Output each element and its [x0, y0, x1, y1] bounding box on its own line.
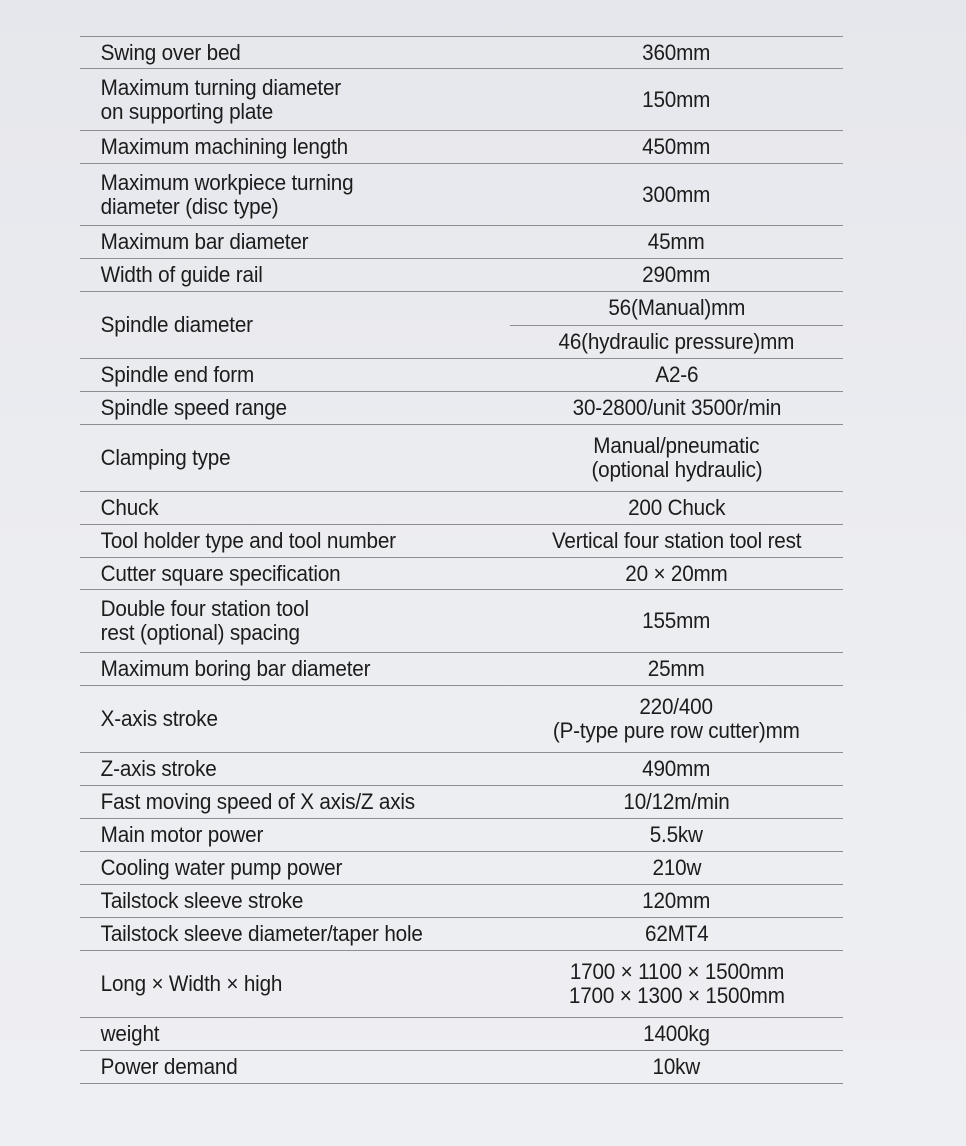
spec-label	[80, 951, 484, 1017]
spec-value	[510, 653, 843, 685]
spec-value	[510, 292, 843, 358]
spec-label	[80, 753, 484, 785]
spec-label-line: Width of guide rail	[100, 262, 263, 287]
spec-value-line: 20 × 20mm	[625, 560, 728, 586]
spec-label	[80, 786, 484, 818]
spec-label-line: Fast moving speed of X axis/Z axis	[100, 789, 415, 814]
spec-value	[510, 226, 843, 258]
spec-value-line: 25mm	[648, 656, 705, 681]
spec-label-line: diameter (disc type)	[100, 193, 279, 219]
spec-value	[510, 425, 843, 491]
spec-value	[510, 359, 843, 391]
spec-value-line: 10/12m/min	[623, 789, 730, 814]
spec-value	[510, 492, 843, 524]
spec-label-line: Main motor power	[100, 822, 264, 847]
spec-row	[80, 164, 843, 226]
spec-label-line: Double four station tool	[100, 596, 309, 621]
spec-value	[510, 852, 843, 884]
spec-row	[80, 37, 843, 69]
spec-value	[510, 69, 843, 130]
spec-label	[80, 492, 484, 524]
spec-value	[510, 753, 843, 785]
spec-value-line: Manual/pneumatic	[593, 433, 760, 458]
spec-row	[80, 819, 843, 852]
spec-label-line: Maximum boring bar diameter	[100, 656, 371, 681]
spec-label	[80, 819, 484, 851]
spec-value	[510, 558, 843, 589]
spec-value-line: 210w	[652, 855, 701, 880]
spec-label	[80, 69, 484, 130]
spec-label	[80, 37, 484, 68]
spec-value-line: 290mm	[642, 262, 711, 287]
spec-label	[80, 852, 484, 884]
spec-label	[80, 918, 484, 950]
spec-row	[80, 259, 843, 292]
spec-value-line: 150mm	[642, 86, 711, 112]
spec-label	[80, 525, 484, 557]
spec-label-line: Maximum bar diameter	[100, 229, 309, 254]
spec-value	[510, 786, 843, 818]
spec-row	[80, 492, 843, 525]
spec-value-line: A2-6	[655, 362, 698, 387]
spec-row	[80, 951, 843, 1018]
spec-label-line: weight	[100, 1021, 160, 1046]
spec-label-line: Clamping type	[100, 445, 231, 470]
spec-label-line: rest (optional) spacing	[100, 620, 300, 645]
spec-row	[80, 425, 843, 492]
spec-row	[80, 69, 843, 131]
spec-label-line: X-axis stroke	[100, 706, 218, 731]
spec-value-line: 360mm	[642, 39, 711, 65]
spec-label	[80, 1018, 484, 1050]
spec-value	[510, 131, 843, 163]
spec-value-line: Vertical four station tool rest	[551, 528, 802, 553]
spec-label-line: Maximum machining length	[100, 134, 348, 159]
spec-label-line: on supporting plate	[100, 98, 274, 124]
spec-label-line: Maximum turning diameter	[100, 74, 341, 100]
spec-value-line: 200 Chuck	[627, 495, 726, 520]
spec-label	[80, 558, 484, 589]
spec-value-line: 220/400	[639, 694, 714, 719]
spec-value	[510, 164, 843, 225]
spec-label	[80, 590, 484, 652]
spec-value-line: 45mm	[648, 229, 705, 254]
spec-row	[80, 753, 843, 786]
spec-value	[510, 918, 843, 950]
spec-row	[80, 686, 843, 753]
spec-label	[80, 226, 484, 258]
spec-row	[80, 292, 843, 359]
spec-value-line: 1700 × 1300 × 1500mm	[568, 983, 785, 1008]
spec-row	[80, 226, 843, 259]
spec-value	[510, 590, 843, 652]
spec-label	[80, 1051, 484, 1083]
spec-value-line: 56(Manual)mm	[608, 295, 745, 321]
spec-row	[80, 1051, 843, 1084]
spec-value	[510, 37, 843, 68]
spec-label	[80, 359, 484, 391]
spec-label-line: Chuck	[100, 495, 159, 520]
spec-label-line: Maximum workpiece turning	[100, 169, 354, 195]
spec-value	[510, 951, 843, 1017]
spec-row	[80, 653, 843, 686]
spec-value-line: 490mm	[642, 756, 711, 781]
spec-label-line: Power demand	[100, 1054, 238, 1079]
spec-label	[80, 292, 484, 358]
spec-label	[80, 392, 484, 424]
spec-value-line: 5.5kw	[649, 822, 704, 847]
spec-value-line: 1400kg	[643, 1021, 710, 1046]
spec-value-line: (optional hydraulic)	[591, 457, 762, 482]
spec-value	[510, 686, 843, 752]
spec-value	[510, 1018, 843, 1050]
spec-value-line: 450mm	[642, 134, 711, 159]
spec-label-line: Spindle end form	[100, 362, 255, 387]
spec-label-line: Tailstock sleeve diameter/taper hole	[100, 921, 423, 946]
spec-row	[80, 1018, 843, 1051]
spec-value	[510, 259, 843, 291]
spec-value	[510, 525, 843, 557]
spec-row	[80, 131, 843, 164]
spec-row	[80, 359, 843, 392]
spec-value-line: 300mm	[642, 181, 711, 207]
spec-value-line: 46(hydraulic pressure)mm	[558, 328, 795, 354]
spec-label	[80, 259, 484, 291]
spec-value-line: 155mm	[642, 608, 711, 633]
spec-value-line: (P-type pure row cutter)mm	[553, 718, 800, 743]
spec-table	[80, 36, 843, 1084]
spec-label	[80, 131, 484, 163]
spec-label	[80, 425, 484, 491]
spec-label-line: Z-axis stroke	[100, 756, 217, 781]
spec-row	[80, 852, 843, 885]
spec-value-line: 62MT4	[644, 921, 709, 946]
spec-row	[80, 525, 843, 558]
spec-value-line: 10kw	[652, 1054, 701, 1079]
spec-label	[80, 164, 484, 225]
spec-label-line: Long × Width × high	[100, 971, 283, 996]
spec-label-line: Tailstock sleeve stroke	[100, 888, 304, 913]
spec-label-line: Spindle speed range	[100, 395, 287, 420]
spec-label	[80, 653, 484, 685]
spec-label-line: Cutter square specification	[100, 560, 341, 586]
spec-row	[80, 590, 843, 653]
spec-row	[80, 558, 843, 590]
spec-row	[80, 786, 843, 819]
spec-label	[80, 686, 484, 752]
spec-value	[510, 1051, 843, 1083]
spec-value-line: 1700 × 1100 × 1500mm	[569, 959, 784, 984]
spec-value-line: 30-2800/unit 3500r/min	[572, 395, 781, 420]
spec-label-line: Swing over bed	[100, 39, 241, 65]
spec-value	[510, 819, 843, 851]
spec-value-line: 120mm	[642, 888, 711, 913]
spec-row	[80, 918, 843, 951]
spec-row	[80, 885, 843, 918]
spec-row	[80, 392, 843, 425]
spec-value-cell	[510, 292, 843, 325]
spec-value	[510, 392, 843, 424]
spec-label-line: Cooling water pump power	[100, 855, 343, 880]
spec-value-cell	[510, 325, 843, 359]
spec-label-line: Tool holder type and tool number	[100, 528, 396, 553]
spec-label-line: Spindle diameter	[100, 312, 253, 337]
spec-value	[510, 885, 843, 917]
spec-label	[80, 885, 484, 917]
